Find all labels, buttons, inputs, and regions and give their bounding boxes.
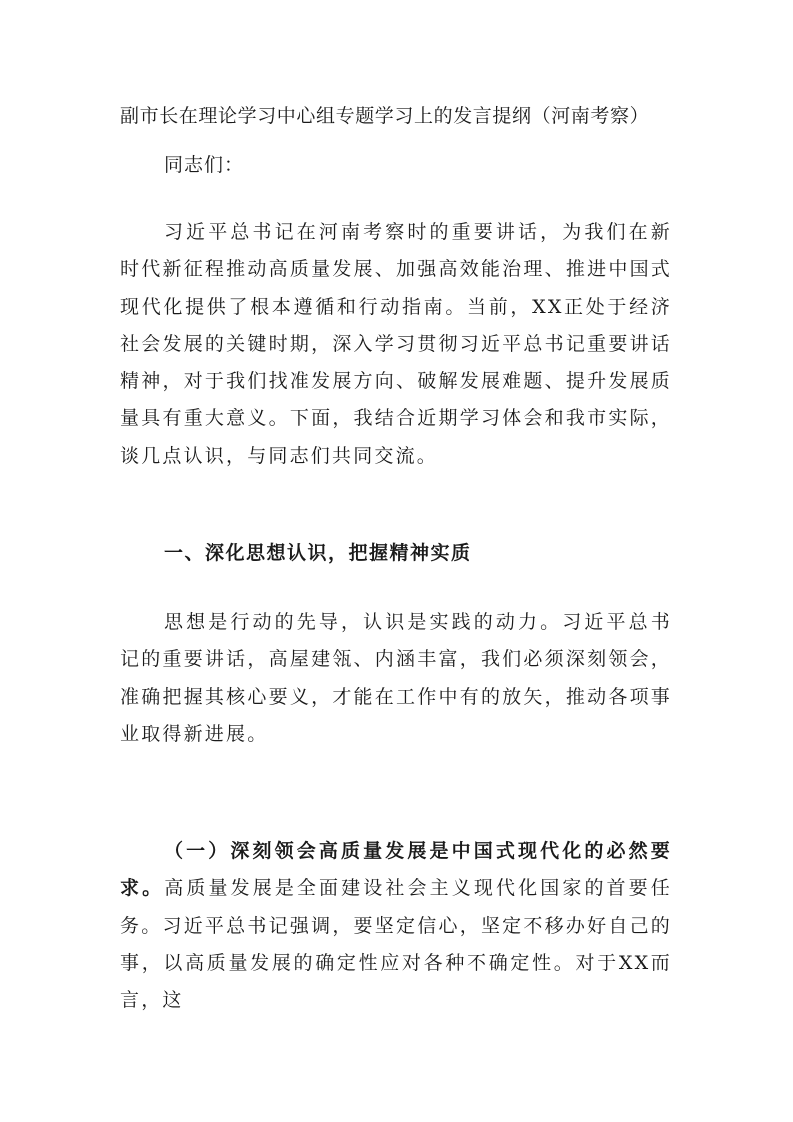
section-heading-1: 一、深化思想认识，把握精神实质 bbox=[164, 542, 472, 564]
document-title: 副市长在理论学习中心组专题学习上的发言提纲（河南考察） bbox=[120, 105, 650, 127]
intro-paragraph: 习近平总书记在河南考察时的重要讲话，为我们在新时代新征程推动高质量发展、加强高效能治理、推进中国式现代化提供了根本遵循和行动指南。当前，XX正处于经济社会发展的关键时期，深入学习贯彻习近平总书记重要讲话精神，对于我们找准发展方向、破解发展难题、提升发展质量具有重大意义。下面，我结合近期学习体会和我市实际，谈几点认识，与同志们共同交流。 bbox=[120, 221, 672, 467]
subsection-1-lead: （一）深刻领会高质量发展是中国式现代化的必然要求。 bbox=[120, 840, 672, 900]
subsection-1-body: 高质量发展是全面建设社会主义现代化国家的首要任务。习近平总书记强调，要坚定信心，坚定不移办好自己的事，以高质量发展的确定性应对各种不确定性。对于XX而言，这 bbox=[120, 877, 672, 1012]
section-1-paragraph: 思想是行动的先导，认识是实践的动力。习近平总书记的重要讲话，高屋建瓴、内涵丰富，我们必须深刻领会，准确把握其核心要义，才能在工作中有的放矢，推动各项事业取得新进展。 bbox=[120, 611, 672, 745]
subsection-1-paragraph bbox=[120, 833, 672, 1019]
salutation: 同志们： bbox=[164, 154, 245, 176]
